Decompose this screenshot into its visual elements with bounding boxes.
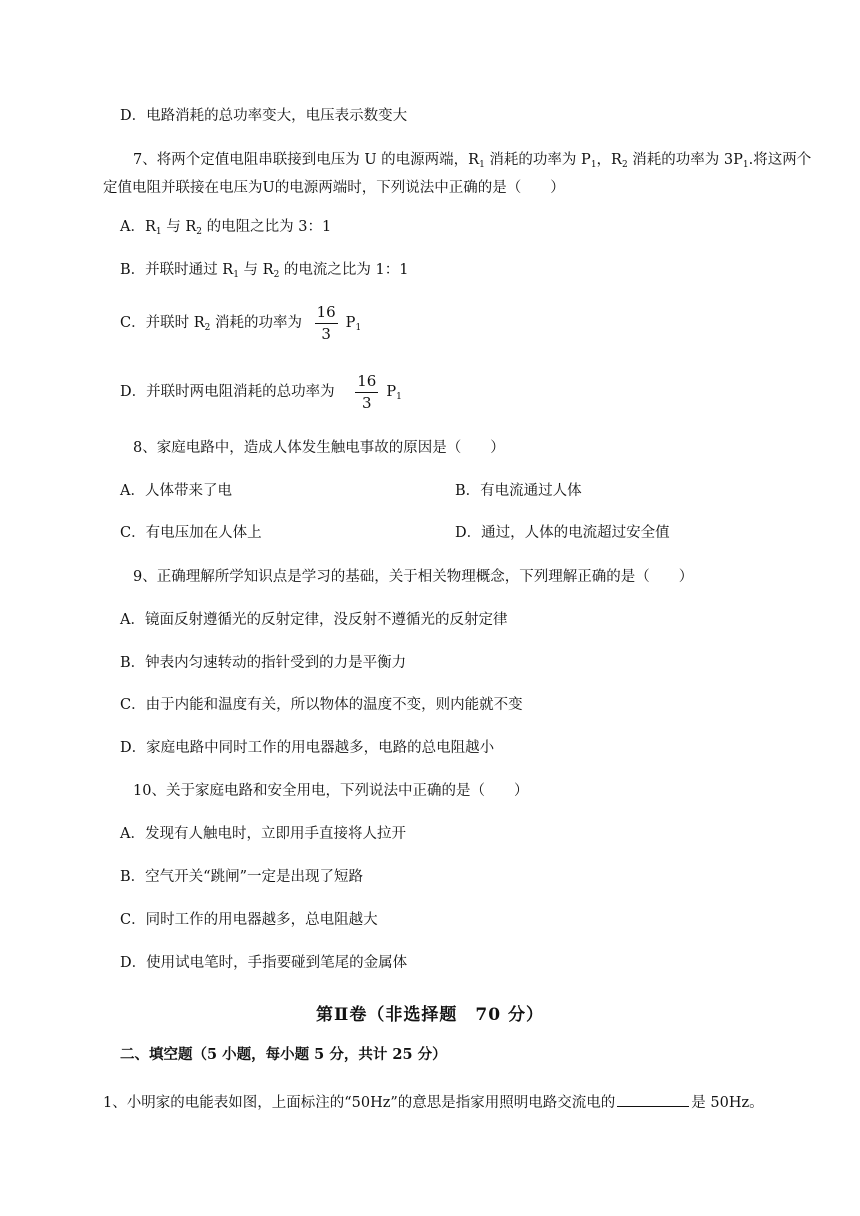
section-title: 第Ⅱ卷（非选择题 70 分） [316, 1005, 544, 1025]
answer-blank[interactable] [617, 1092, 689, 1107]
q7-option-a: A．$R_1$ 与 $R_2$ 的电阻之比为 3：1 [120, 219, 332, 237]
q6-option-d: D．电路消耗的总功率变大，电压表示数变大 [120, 108, 408, 124]
q10-option-a: A．发现有人触电时，立即用手直接将人拉开 [120, 826, 406, 842]
q9-option-c: C．由于内能和温度有关，所以物体的温度不变，则内能就不变 [120, 697, 523, 713]
q10-option-b: B．空气开关“跳闸”一定是出现了短路 [120, 869, 363, 885]
q8-stem: 8、家庭电路中，造成人体发生触电事故的原因是（ ） [133, 440, 505, 456]
q10-option-d: D．使用试电笔时，手指要碰到笔尾的金属体 [120, 955, 408, 971]
q9-option-a: A．镜面反射遵循光的反射定律，没反射不遵循光的反射定律 [120, 612, 508, 628]
q9-option-d: D．家庭电路中同时工作的用电器越多，电路的总电阻越小 [120, 740, 495, 756]
q8-option-b: B．有电流通过人体 [455, 483, 582, 499]
fill-question-1: 1、小明家的电能表如图，上面标注的“50Hz”的意思是指家用照明电路交流电的 是 50Hz。 [103, 1092, 764, 1113]
q9-stem: 9、正确理解所学知识点是学习的基础，关于相关物理概念，下列理解正确的是（ ） [133, 569, 694, 585]
q7-option-c: C．并联时 $R_2$ 消耗的功率为 $\frac{16}{3}$ $P_1$ [120, 302, 362, 343]
q7-stem: 7、将两个定值电阻串联接到电压为 U 的电源两端，$R_1$ 消耗的功率为 $P_1$，$R_2$ 消耗的功率为 $3P_1$.将这两个定值电阻并联接在电压为U的电源两端时，下列说法中正确的是（ ） [103, 152, 812, 196]
q8-option-c: C．有电压加在人体上 [120, 525, 262, 541]
fraction: $\frac{16}{3}$ [357, 371, 377, 412]
q8-option-a: A．人体带来了电 [120, 483, 232, 499]
fraction: $\frac{16}{3}$ [316, 302, 336, 343]
q7-option-b: B．并联时通过 $R_1$ 与 $R_2$ 的电流之比为 1：1 [120, 262, 409, 280]
section-heading: 二、填空题（5 小题，每小题 5 分，共计 25 分） [120, 1046, 447, 1063]
q7-option-d: D．并联时两电阻消耗的总功率为 $\frac{16}{3}$ $P_1$ [120, 371, 402, 412]
q10-stem: 10、关于家庭电路和安全用电，下列说法中正确的是（ ） [133, 783, 529, 799]
q9-option-b: B．钟表内匀速转动的指针受到的力是平衡力 [120, 655, 407, 671]
q8-option-d: D．通过，人体的电流超过安全值 [455, 525, 670, 541]
q10-option-c: C．同时工作的用电器越多，总电阻越大 [120, 912, 378, 928]
